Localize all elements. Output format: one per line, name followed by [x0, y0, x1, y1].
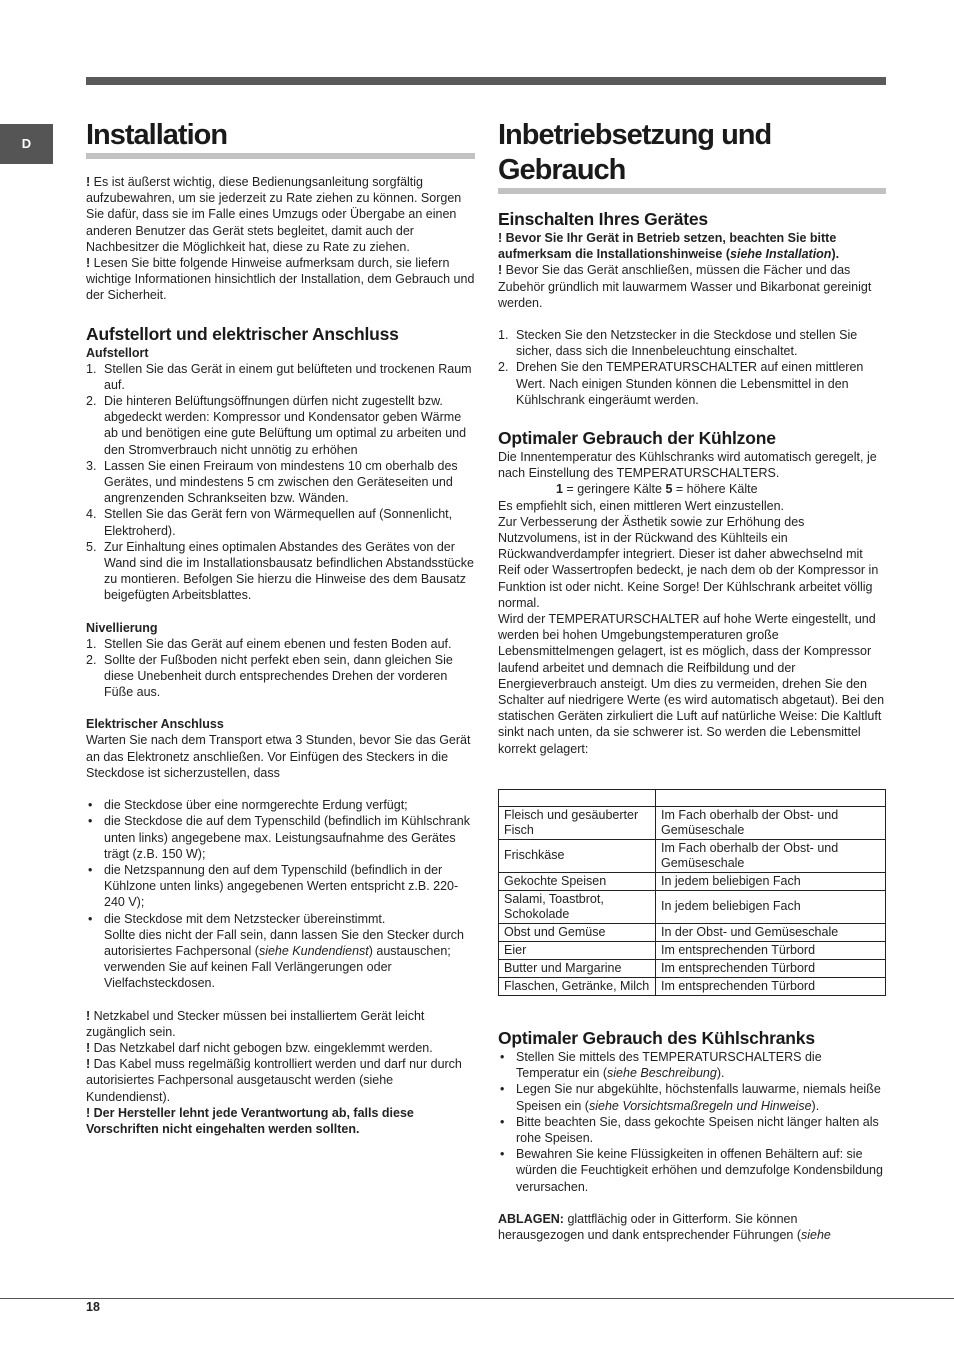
table-cell-food: Salami, Toastbrot, Schokolade [499, 890, 656, 923]
list-item [86, 393, 475, 458]
top-rule [86, 77, 886, 85]
intro-paragraph-2: ! Lesen Sie bitte folgende Hinweise aufmerksam durch, sie liefern wichtige Informationen hinsichtlich der Installation, dem Gebrauch und der Sicherheit. [86, 256, 475, 303]
language-tab: D [0, 124, 53, 164]
list-number: 1. [86, 636, 97, 651]
table-row [499, 890, 886, 923]
kuehlzone-paragraph-2: Es empfiehlt sich, einen mittleren Wert einzustellen. [498, 498, 785, 513]
warning-cleaning: ! Bevor Sie das Gerät anschließen, müssen die Fächer und das Zubehör gründlich mit lauwarmem Wasser und Bikarbonat gereinigt werden. [498, 263, 872, 310]
table-cell-place: Im Fach oberhalb der Obst- und Gemüseschale [656, 806, 886, 839]
section-heading-kuehlzone: Optimaler Gebrauch der Kühlzone [498, 428, 776, 449]
intro-paragraph-1: ! Es ist äußerst wichtig, diese Bedienungsanleitung sorgfältig aufzubewahren, um sie jederzeit zu Rate ziehen zu können. Sorgen Sie dafür, dass sie im Falle eines Umzugs oder Übergabe an einen anderen Benutzer das Gerät stets begleitet, damit auch der Nachbesitzer die Möglichkeit hat, diese zu Rate zu ziehen. [86, 175, 462, 254]
list-item [86, 506, 475, 538]
list-item: • die Steckdose mit dem Netzstecker übereinstimmt. Sollte dies nicht der Fall sein, dann lassen Sie den Stecker durch autorisiertes Fachpersonal (siehe Kundendienst) austauschen; verwenden Sie auf keinen Fall Verlängerungen oder Vielfachsteckdosen. [86, 911, 475, 992]
list-number: 1. [498, 328, 509, 343]
note-4-warning: ! Der Hersteller lehnt jede Verantwortung ab, falls diese Vorschriften nicht eingehalten werden sollten. [86, 1105, 414, 1136]
list-item: • die Netzspannung den auf dem Typenschild (befindlich in der Kühlzone unten links) angegebenen Werten entspricht z.B. 220-240 V); [86, 862, 475, 911]
installation-title: Installation [86, 119, 228, 151]
table-cell-place: In jedem beliebigen Fach [656, 890, 886, 923]
table-cell-food: Gekochte Speisen [499, 872, 656, 890]
list-text: Zur Einhaltung eines optimalen Abstandes des Gerätes von der Wand sind die im Installationsbausatz befindlichen Abstandsstücke zu montieren. Befolgen Sie hierzu die Hinweise des dem Bausatz beigefügten Arbeitsblattes. [104, 539, 474, 603]
list-item: • die Steckdose die auf dem Typenschild (befindlich im Kühlschrank unten links) angegebene max. Leistungsaufnahme des Gerätes trägt (z.B. 150 W); [86, 813, 475, 862]
table-cell-place: In der Obst- und Gemüseschale [656, 923, 886, 941]
list-item [86, 539, 475, 604]
title-rule [498, 188, 886, 194]
section-heading-aufstellort: Aufstellort und elektrischer Anschluss [86, 323, 399, 344]
list-item [86, 652, 475, 701]
list-text: Stellen Sie das Gerät in einem gut belüfteten und trockenen Raum auf. [104, 361, 472, 392]
subheading-elektrisch: Elektrischer Anschluss [86, 717, 224, 732]
list-text: Stecken Sie den Netzstecker in die Steckdose und stellen Sie sicher, dass sich die Innenbeleuchtung einschaltet. [516, 328, 858, 359]
note-1: ! Netzkabel und Stecker müssen bei installiertem Gerät leicht zugänglich sein. [86, 1008, 425, 1039]
list-item [86, 361, 475, 393]
table-cell-food: Flaschen, Getränke, Milch [499, 977, 656, 995]
list-text: Sollte der Fußboden nicht perfekt eben sein, dann gleichen Sie diese Unebenheit durch entsprechendes Drehen der vorderen Füße aus. [104, 652, 453, 700]
table-row [499, 923, 886, 941]
right-column [498, 112, 886, 1243]
list-number: 3. [86, 458, 97, 473]
section-heading-kuehlschrank: Optimaler Gebrauch des Kühlschranks [498, 1027, 815, 1048]
list-number: 2. [86, 394, 97, 409]
note-2: ! Das Netzkabel darf nicht gebogen bzw. eingeklemmt werden. [86, 1040, 433, 1055]
inbetriebsetzung-title: Inbetriebsetzung und Gebrauch [498, 119, 772, 186]
left-column [86, 112, 475, 1137]
storage-table [498, 789, 886, 996]
table-row [499, 977, 886, 995]
ablagen-paragraph: ABLAGEN: glattflächig oder in Gitterform. Sie können herausgezogen und dank entsprechender Führungen (siehe [498, 1211, 831, 1242]
list-number: 5. [86, 539, 97, 554]
list-item: • die Steckdose über eine normgerechte Erdung verfügt; [86, 797, 475, 813]
list-item [86, 458, 475, 507]
table-row [499, 959, 886, 977]
table-cell-food: Frischkäse [499, 839, 656, 872]
note-3: ! Das Kabel muss regelmäßig kontrolliert werden und darf nur durch autorisiertes Fachpersonal ausgetauscht werden (siehe Kundendienst). [86, 1057, 462, 1104]
subheading-aufstellort: Aufstellort [86, 345, 149, 360]
elektrisch-intro: Warten Sie nach dem Transport etwa 3 Stunden, bevor Sie das Gerät an das Elektronetz anschließen. Vor Einfügen des Steckers in die Steckdose ist sicherzustellen, dass [86, 733, 471, 780]
table-row [499, 839, 886, 872]
list-number: 1. [86, 361, 97, 376]
table-cell-place: Im entsprechenden Türbord [656, 977, 886, 995]
kuehlzone-paragraph-4: Wird der TEMPERATURSCHALTER auf hohe Werte eingestellt, und werden bei hohen Umgebungstemperaturen große Lebensmittelmengen gelagert, ist es möglich, dass der Kompressor laufend arbeitet und demnach die Reifbildung und der Energieverbrauch ansteigt. Um dies zu vermeiden, drehen Sie den Schalter auf niedrigere Werte (es wird automatisch abgetaut). Bei den statischen Geräten zirkuliert die Luft auf natürliche Weise: Die Kaltluft sinkt nach unten, da sie schwerer ist. So werden die Lebensmittel korrekt gelagert: [498, 612, 885, 756]
page-number: 18 [86, 1300, 100, 1314]
table-cell-food: Eier [499, 941, 656, 959]
kuehlschrank-bullets [498, 1049, 886, 1195]
list-item: • Bitte beachten Sie, dass gekochte Speisen nicht länger halten als rohe Speisen. [498, 1114, 886, 1146]
kuehlzone-paragraph-3: Zur Verbesserung der Ästhetik sowie zur Erhöhung des Nutzvolumens, ist in der Rückwand des Kühlteils ein Rückwandverdampfer integriert. Dieser ist daher abwechselnd mit Reif oder Wassertropfen bedeckt, je nach dem ob der Kompressor in Funktion ist oder nicht. Keine Sorge! Der Kühlschrank arbeitet völlig normal. [498, 514, 879, 610]
nivellierung-list [86, 636, 475, 701]
footer-rule [0, 1298, 954, 1299]
list-item [86, 636, 475, 652]
list-text: Stellen Sie das Gerät fern von Wärmequellen auf (Sonnenlicht, Elektroherd). [104, 507, 453, 538]
warning-installation: ! Bevor Sie Ihr Gerät in Betrieb setzen, beachten Sie bitte aufmerksam die Installationshinweise (siehe Installation). [498, 231, 840, 262]
einschalten-steps [498, 327, 886, 408]
kuehlzone-paragraph-1: Die Innentemperatur des Kühlschranks wird automatisch geregelt, je nach Einstellung des TEMPERATURSCHALTERS. [498, 450, 877, 481]
table-cell-place: Im entsprechenden Türbord [656, 959, 886, 977]
temperature-scale: 1 = geringere Kälte 5 = höhere Kälte [556, 482, 758, 497]
list-text: Lassen Sie einen Freiraum von mindestens 10 cm oberhalb des Gerätes, und mindestens 5 cm zwischen den Geräteseiten und angrenzenden Schrankseiten bzw. Wänden. [104, 458, 458, 506]
table-header-cell [499, 789, 656, 806]
list-number: 4. [86, 507, 97, 522]
list-item: • Bewahren Sie keine Flüssigkeiten in offenen Behältern auf: sie würden die Feuchtigkeit erhöhen und demzufolge Kondensbildung verursachen. [498, 1146, 886, 1195]
table-cell-place: In jedem beliebigen Fach [656, 872, 886, 890]
table-header-cell [656, 789, 886, 806]
list-text: Die hinteren Belüftungsöffnungen dürfen nicht zugestellt bzw. abgedeckt werden: Kompressor und Kondensator geben Wärme ab und benötigen eine gute Belüftung um optimal zu arbeiten und den Stromverbrauch nicht unnötig zu erhöhen [104, 394, 467, 457]
aufstellort-list [86, 361, 475, 604]
table-cell-food: Butter und Margarine [499, 959, 656, 977]
list-item [498, 359, 886, 408]
list-text: Stellen Sie das Gerät auf einem ebenen und festen Boden auf. [104, 636, 452, 651]
elektrisch-bullets [86, 797, 475, 991]
table-cell-food: Fleisch und gesäuberter Fisch [499, 806, 656, 839]
list-item [498, 327, 886, 359]
list-item: • Stellen Sie mittels des TEMPERATURSCHALTERS die Temperatur ein (siehe Beschreibung). [498, 1049, 886, 1081]
table-header-row [499, 789, 886, 806]
table-cell-place: Im Fach oberhalb der Obst- und Gemüseschale [656, 839, 886, 872]
table-row [499, 806, 886, 839]
table-row [499, 941, 886, 959]
table-cell-place: Im entsprechenden Türbord [656, 941, 886, 959]
list-number: 2. [86, 652, 97, 667]
list-item: • Legen Sie nur abgekühlte, höchstenfalls lauwarme, niemals heiße Speisen ein (siehe Vorsichtsmaßregeln und Hinweise). [498, 1081, 886, 1113]
table-row [499, 872, 886, 890]
title-rule [86, 153, 475, 159]
section-heading-einschalten: Einschalten Ihres Gerätes [498, 209, 708, 229]
table-cell-food: Obst und Gemüse [499, 923, 656, 941]
list-number: 2. [498, 360, 509, 375]
subheading-nivellierung: Nivellierung [86, 620, 158, 635]
list-text: Drehen Sie den TEMPERATURSCHALTER auf einen mittleren Wert. Nach einigen Stunden können die Lebensmittel in den Kühlschrank eingeräumt werden. [516, 360, 864, 407]
